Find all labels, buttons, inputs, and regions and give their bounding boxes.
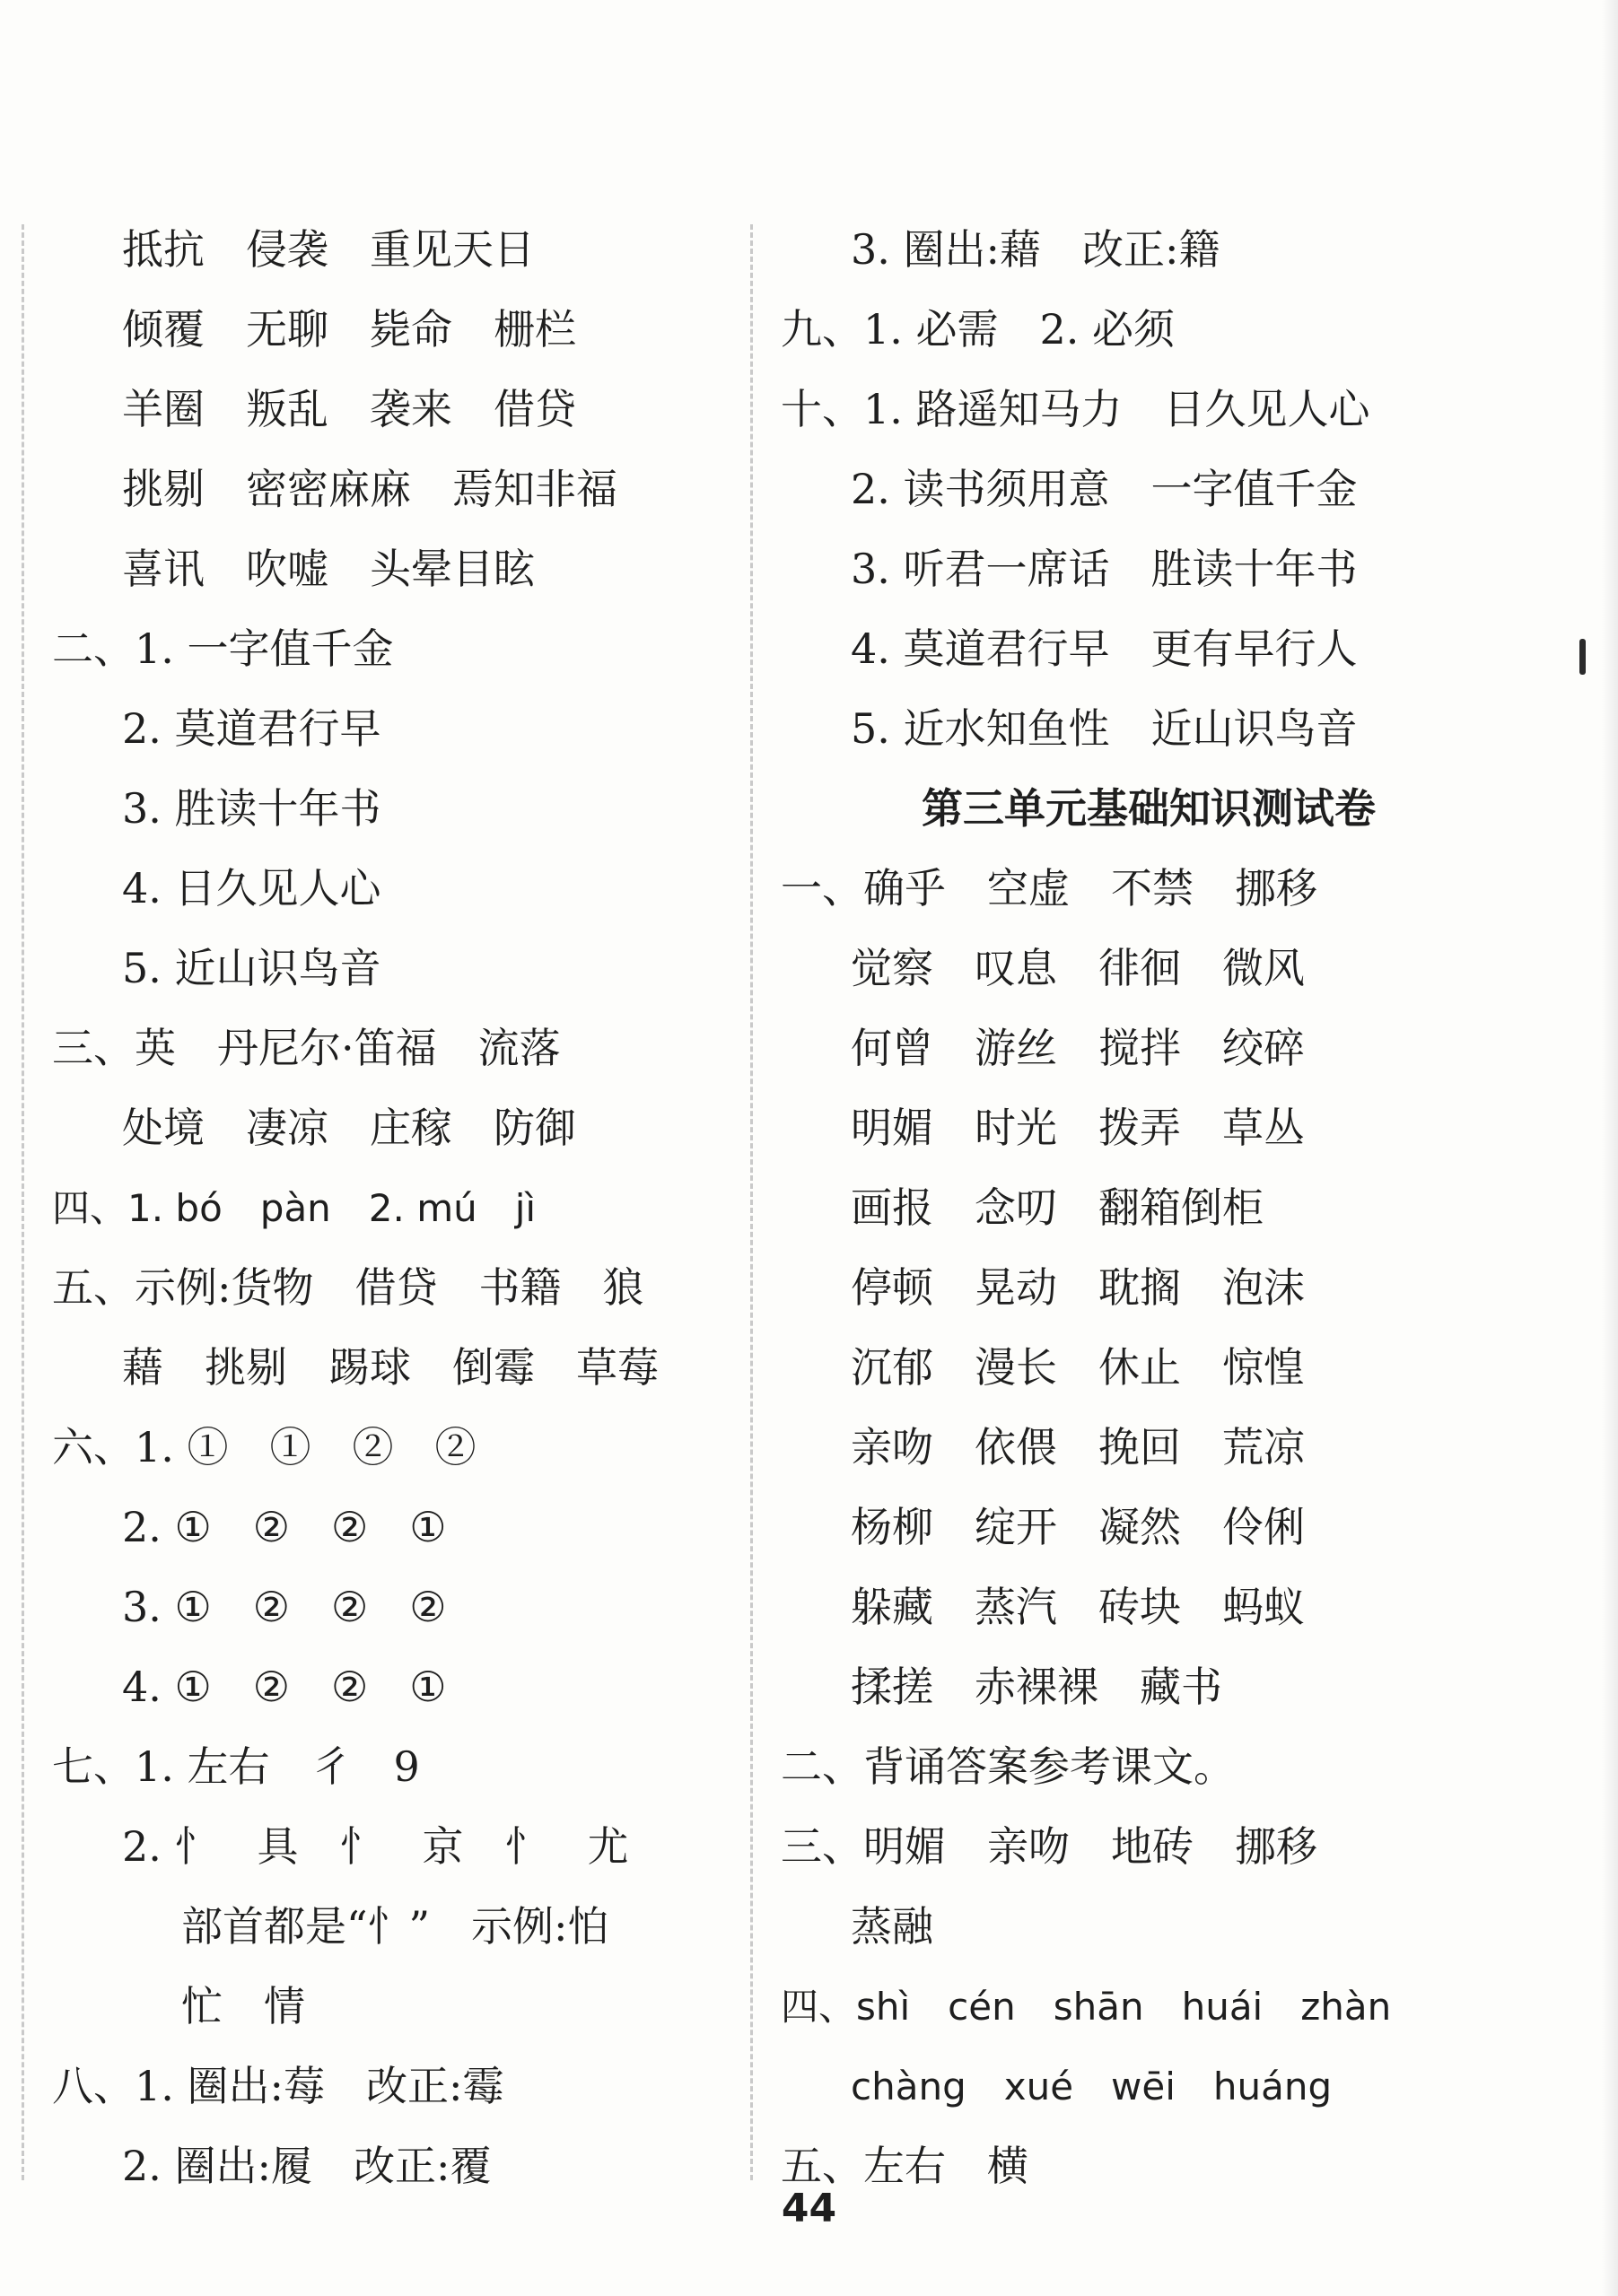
answer-line: 三、明媚 亲吻 地砖 挪移 xyxy=(781,1822,1317,1871)
answer-line: 4. 莫道君行早 更有早行人 xyxy=(851,624,1358,673)
answer-line: 五、左右 横 xyxy=(781,2142,1028,2190)
answer-line: 部首都是“忄” 示例:怕 xyxy=(181,1902,609,1951)
answer-line: 三、英 丹尼尔·笛福 流落 xyxy=(52,1024,561,1072)
column-divider-dashed-line xyxy=(750,224,753,2180)
answer-line: chàng xué wēi huáng xyxy=(851,2065,1333,2108)
answer-line: 倾覆 无聊 毙命 栅栏 xyxy=(122,305,576,354)
answer-line: 五、示例:货物 借贷 书籍 狼 xyxy=(52,1263,644,1312)
answer-line: 七、1. 左右 彳 9 xyxy=(52,1742,420,1791)
answer-line: 九、1. 必需 2. 必须 xyxy=(781,305,1176,354)
answer-line: 二、背诵答案参考课文。 xyxy=(781,1742,1235,1791)
answer-line: 躲藏 蒸汽 砖块 蚂蚁 xyxy=(851,1583,1305,1631)
answer-line: 2. 莫道君行早 xyxy=(122,704,381,753)
left-column xyxy=(52,210,743,2206)
answer-line: 忙 情 xyxy=(181,1982,305,2030)
answer-line: 揉搓 赤裸裸 藏书 xyxy=(851,1663,1222,1711)
answer-line: 4. 日久见人心 xyxy=(122,864,381,912)
answer-line: 3. 听君一席话 胜读十年书 xyxy=(851,545,1358,593)
answer-line: 2. 圈出:履 改正:覆 xyxy=(122,2142,492,2190)
answer-line: 4. ① ② ② ① xyxy=(122,1663,447,1711)
left-margin-dashed-line xyxy=(22,224,24,2180)
edge-mark xyxy=(1579,639,1586,675)
answer-line: 藉 挑剔 踢球 倒霉 草莓 xyxy=(122,1343,659,1392)
answer-line: 明媚 时光 拨弄 草丛 xyxy=(851,1104,1305,1152)
answer-line: 2. 读书须用意 一字值千金 xyxy=(851,465,1358,513)
answer-line: 3. ① ② ② ② xyxy=(122,1583,447,1631)
answer-line: 3. 圈出:藉 改正:籍 xyxy=(851,225,1220,274)
answer-line: 觉察 叹息 徘徊 微风 xyxy=(851,944,1305,992)
page-edge-shadow xyxy=(1602,0,1618,2296)
answer-line: 停顿 晃动 耽搁 泡沫 xyxy=(851,1263,1305,1312)
answer-line: 处境 凄凉 庄稼 防御 xyxy=(122,1104,576,1152)
answer-line: 羊圈 叛乱 袭来 借贷 xyxy=(122,385,576,433)
answer-line: 四、1. bó pàn 2. mú jì xyxy=(52,1186,537,1230)
answer-line: 一、确乎 空虚 不禁 挪移 xyxy=(781,864,1317,912)
answer-line: 八、1. 圈出:莓 改正:霉 xyxy=(52,2062,504,2110)
answer-line: 5. 近水知鱼性 近山识鸟音 xyxy=(851,704,1358,753)
answer-line: 十、1. 路遥知马力 日久见人心 xyxy=(781,385,1370,433)
answer-line: 杨柳 绽开 凝然 伶俐 xyxy=(851,1503,1305,1551)
answer-line: 沉郁 漫长 休止 惊惶 xyxy=(851,1343,1305,1392)
answer-line: 亲吻 依偎 挽回 荒凉 xyxy=(851,1423,1305,1471)
answer-line: 六、1. ① ① ② ② xyxy=(52,1423,477,1471)
answer-line: 蒸融 xyxy=(851,1902,933,1951)
right-column xyxy=(781,210,1570,2206)
answer-line: 5. 近山识鸟音 xyxy=(122,944,381,992)
answer-line: 抵抗 侵袭 重见天日 xyxy=(122,225,535,274)
answer-line: 二、1. 一字值千金 xyxy=(52,624,394,673)
page-number: 44 xyxy=(781,2186,837,2231)
answer-line: 四、shì cén shān huái zhàn xyxy=(781,1985,1392,2029)
answer-line: 喜讯 吹嘘 头晕目眩 xyxy=(122,545,535,593)
section-heading: 第三单元基础知识测试卷 xyxy=(922,784,1376,833)
answer-line: 画报 念叨 翻箱倒柜 xyxy=(851,1183,1264,1232)
answer-line: 挑剔 密密麻麻 焉知非福 xyxy=(122,465,617,513)
answer-line: 2. 忄 具 忄 京 忄 尤 xyxy=(122,1822,629,1871)
answer-line: 2. ① ② ② ① xyxy=(122,1503,447,1551)
answer-line: 3. 胜读十年书 xyxy=(122,784,381,833)
answer-line: 何曾 游丝 搅拌 绞碎 xyxy=(851,1024,1305,1072)
